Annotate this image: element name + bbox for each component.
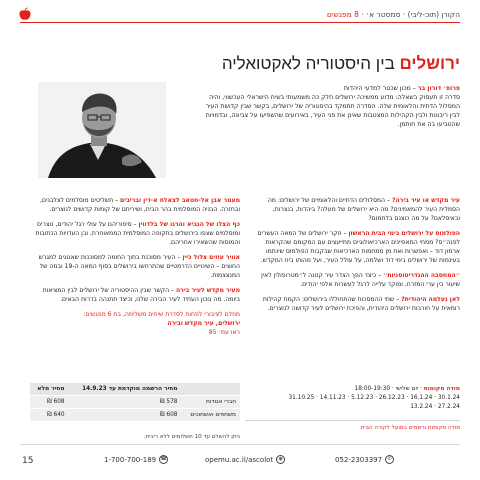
price-row-label: משתפים ואשתוכים xyxy=(181,409,240,422)
globe-icon: ◉ xyxy=(276,455,285,464)
related-series-page-ref: ראו עמ׳ 85 xyxy=(208,329,240,336)
price-full-value: 608 ₪ xyxy=(30,396,69,409)
schedule-heading: מודה מקומות xyxy=(423,386,460,392)
related-series-note xyxy=(30,310,240,337)
session-heading: עיר מקדש או עיר בירה? xyxy=(391,197,460,204)
price-table xyxy=(30,383,240,421)
footer-divider xyxy=(20,444,460,445)
session-item xyxy=(250,229,460,265)
lecturer-name: פרופ׳ דורון בר xyxy=(417,85,460,92)
session-text: – העיר מסוכנת בתוך החומה למסוכנות שאנוגים למגרש החוצים – השינויים הדרמטיים שהתרחשו בירושלים בסוף המאה ה-19 ובמה של המנצצמות. xyxy=(38,254,240,279)
session-item xyxy=(250,271,460,289)
session-text: – סיפוריהם על עולי רגל יהודים, נוצרים ומוסלמים שצפו בירושלים בתקופה המוסלמית הממאוחרת, ובן העדויות הכתובות והמוסות שהשאירו אחריהם. xyxy=(35,221,240,246)
lecturer-role: – מכון שכטר למדעי היהדות xyxy=(343,85,418,92)
schedule-note: מודה מקומות ורשמים במועל לקורה הבית. xyxy=(359,425,460,431)
session-text: – חקר ירושלים של המאה העשרים לפנה״ס? ממחי המאפיינים הארכיאולוגיים מתייעצים עם המקומם שהקראות ארמון דוד – ואפשרות ואת מן ממחמות הארכיאות שבקבות הפולמוס שינתמו בעינמות של ירושלים בימי דוד ושלמה, על עולל העיר, ועל מהותו ביח המקדש. xyxy=(257,230,460,264)
price-header-full: מחיר מלא xyxy=(30,383,69,396)
session-text: – כיצד הפך הצדר עיר קטנה ל״מטרופולין לאין שיעור בין ערי המזרח, ומוקד עלייה לרגל לעשרות אלפי יהודים. xyxy=(261,272,460,288)
lecturer-block xyxy=(200,84,460,129)
schedule-dates-line-2: 27.2.24 · 13.2.24 xyxy=(410,404,460,410)
session-text: – הקשר שבין ההיסטוריה של ירושלים לבין המציאות ביומה. מה נוכון העתיד לעיר הבירה שלנו, וכיצד תתנהה בדרות הבאים. xyxy=(42,287,240,303)
installments-note: ניתן להשלם עד 10 תשלומים ללא ריבית. xyxy=(143,434,240,440)
header-divider xyxy=(20,22,460,23)
schedule-block xyxy=(245,385,460,412)
whatsapp-icon: ✆ xyxy=(385,455,394,464)
running-header xyxy=(327,10,460,19)
price-row-label: חברי אגודות xyxy=(181,396,240,409)
header-text: הקורן (תוכ-ליבי) · סמסטר א׳ · xyxy=(361,10,460,19)
related-series-intro: מוזלם לציבורי לפחות לסדרת שיחים משלימה, בת 6 מפגשים: xyxy=(83,311,240,318)
session-item xyxy=(250,295,460,313)
session-heading: ״המחסבה ההגדריטוסניות״ xyxy=(383,272,460,279)
session-heading: לאן נעלמה היהודית? xyxy=(401,296,460,303)
price-early-value: 578 ₪ xyxy=(69,396,182,409)
header-accent: 8 מפגשים xyxy=(326,10,362,19)
table-row xyxy=(30,409,240,422)
page-title xyxy=(222,55,460,73)
sessions-column-right xyxy=(250,196,460,319)
title-accent: ירושלים xyxy=(399,54,460,73)
price-table-header-row xyxy=(30,383,240,396)
session-text: – המסלולים הדתיים והלאומיים של ירושלים: מה הסמלית העיר להמאמינים? מה היא ירושלים של מעלה? ביהדות, בנצרות, ובאיסלאם? על מה כוצנם בלחמום? xyxy=(267,197,460,222)
schedule-divider xyxy=(245,420,460,421)
session-text: – שתי ההמסכות שהתחוללו בירושלים: הקמת קהילות רומאית על חורבות ירושלים היהודית, והפיכת ירושלים לעיר קדושה לנוצרים. xyxy=(262,296,460,312)
website-link[interactable]: opemu.ac.il/ascolot xyxy=(205,455,274,464)
title-rest: בין היסטוריה לאקטואליה xyxy=(221,54,400,73)
table-row xyxy=(30,396,240,409)
footer-website[interactable] xyxy=(205,455,285,464)
session-heading: אוויר עוזים צלול כיין xyxy=(182,254,240,261)
session-text: – תשליטים מוסלמים לצלבנים, ובחזרה. הבניה המוסלמית בהר הבית, ושיריתם של קומות קדושים לנוצרים. xyxy=(40,197,240,213)
phone-icon: ☎ xyxy=(160,456,167,462)
related-series-title[interactable]: ירושלים, עיר מקדש ובירה xyxy=(167,320,240,327)
session-item xyxy=(250,196,460,223)
lecturer-photo xyxy=(38,82,166,178)
phone-number[interactable]: 1-700-700-189 xyxy=(104,455,157,464)
session-item xyxy=(30,220,240,247)
footer-phone-2[interactable] xyxy=(104,455,168,464)
series-description: סדרה זו תעסוק בשאלה: מדוע ממשיכה ירושלים חלק כה משמעותי בשיח הישראלי העכשווי, והיה המסלול הדתית והלאומית שלה. הסדרה תתמקד בהיסטוריה של ירושלים, בקשר שבין קדושת העיר לבין ריבונות ולבין הקהילות המצטבות שאינן את פני העיר, באירועים שהשפיעו על צביונה, ובדמויות שהטביעו בה את חותמן. xyxy=(205,94,460,128)
session-item xyxy=(30,253,240,280)
footer-phone-1[interactable] xyxy=(335,455,394,464)
price-early-value: 608 ₪ xyxy=(69,409,182,422)
phone-number[interactable]: 052-2303397 xyxy=(335,455,383,464)
session-heading: מעיר מקדש לעיר בירה xyxy=(176,287,240,294)
schedule-day-time: · יום שלישי · 18:00-19:30 xyxy=(354,386,424,392)
price-full-value: 640 ₪ xyxy=(30,409,69,422)
price-header-early: מחיר הרשמה מוקדמת עד 14.9.23 xyxy=(69,383,182,396)
price-header-label xyxy=(181,383,240,396)
session-item xyxy=(30,196,240,214)
schedule-dates-line-1: 30.1.24 · 16.1.24 · 26.12.23 · 5.12.23 · 14.11.23 · 31.10.25 xyxy=(288,395,460,401)
sessions-column-left xyxy=(30,196,240,343)
session-heading: הפולמוס על ירושלים בימי הבית הראשון xyxy=(348,230,460,237)
page-number: 15 xyxy=(22,456,34,466)
session-heading: כף הצלו של הגביא והרגו של בלדווין xyxy=(138,221,240,228)
apple-logo-icon xyxy=(18,7,32,21)
session-heading: מעמר אבן אל-חטאב לצאלח א-דין ובריבים xyxy=(120,197,240,204)
session-item xyxy=(30,286,240,304)
